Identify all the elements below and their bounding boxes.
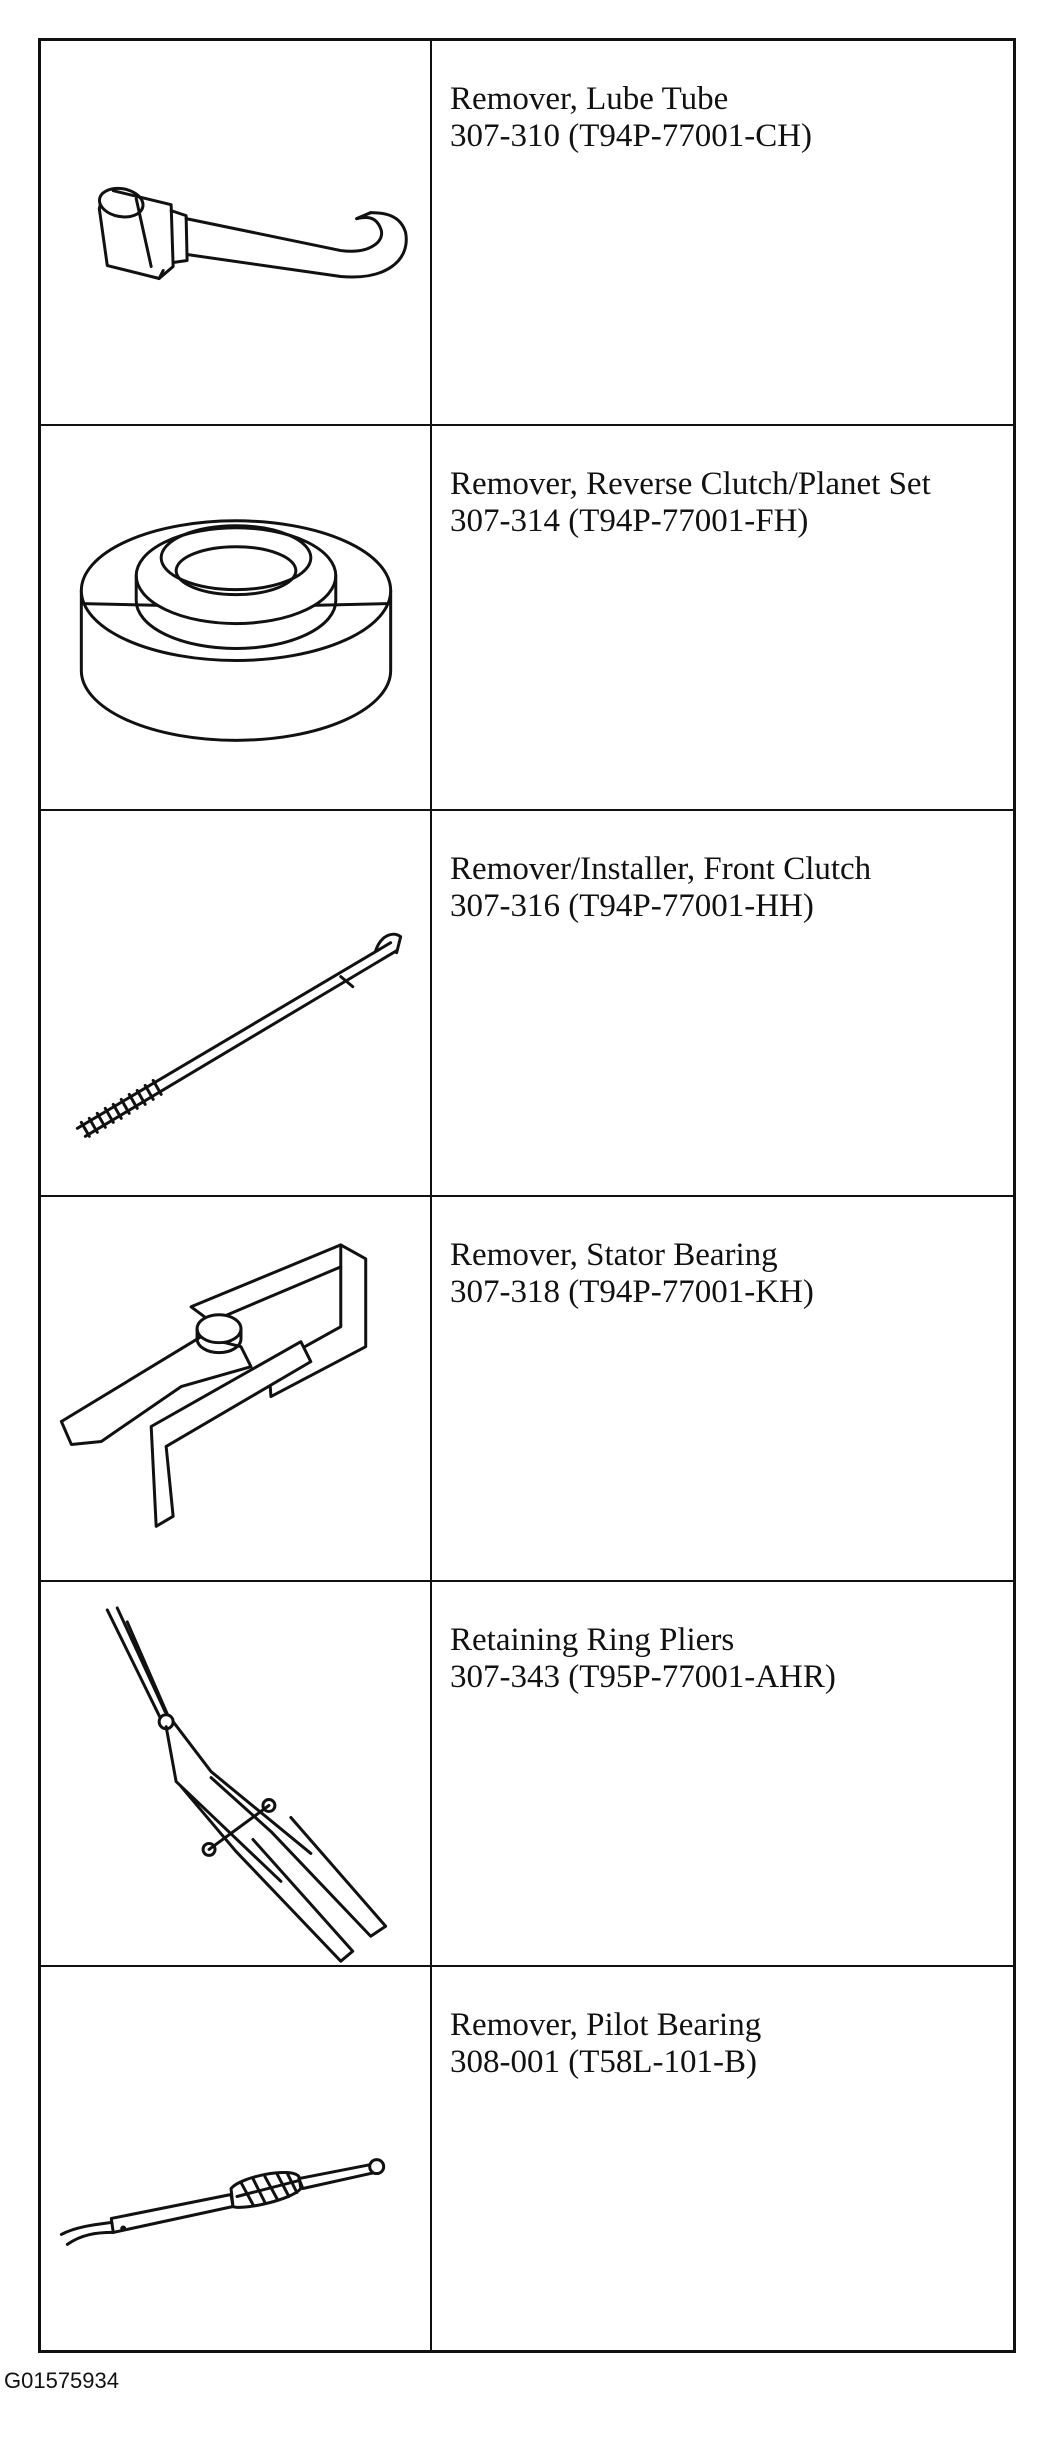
- tool-part-number: 307-314 (T94P-77001-FH): [450, 503, 809, 540]
- special-tools-table: [38, 38, 1016, 2353]
- retaining-ring-pliers-icon: [41, 1582, 430, 1965]
- tool-part-number: 307-343 (T95P-77001-AHR): [450, 1658, 836, 1695]
- tool-illustration-cell: [41, 1582, 432, 1965]
- figure-code: G01575934: [4, 2368, 119, 2393]
- tool-name: Retaining Ring Pliers: [450, 1621, 735, 1658]
- tool-row: [41, 41, 1013, 424]
- reverse-clutch-remover-icon: [41, 426, 430, 809]
- tool-illustration-cell: [41, 1967, 432, 2350]
- tool-description-cell: [432, 1197, 1013, 1580]
- tool-illustration-cell: [41, 1197, 432, 1580]
- tool-name: Remover/Installer, Front Clutch: [450, 851, 872, 888]
- tool-illustration-cell: [41, 41, 432, 424]
- tool-row: [41, 809, 1013, 1194]
- tool-description-cell: [432, 426, 1013, 809]
- tool-description-cell: [432, 1582, 1013, 1965]
- stator-bearing-remover-icon: [41, 1197, 430, 1580]
- tool-row: [41, 1580, 1013, 1965]
- tool-part-number: 307-310 (T94P-77001-CH): [450, 118, 813, 154]
- tool-row: [41, 424, 1013, 809]
- tool-part-number: 307-318 (T94P-77001-KH): [450, 1273, 814, 1310]
- tool-illustration-cell: [41, 811, 432, 1194]
- lube-tube-remover-icon: [41, 41, 430, 424]
- tool-description-cell: [432, 811, 1013, 1194]
- tool-name: Remover, Stator Bearing: [450, 1236, 778, 1273]
- tool-illustration-cell: [41, 426, 432, 809]
- tool-description-cell: [432, 1967, 1013, 2350]
- tool-part-number: 307-316 (T94P-77001-HH): [450, 888, 814, 925]
- tool-part-number: 308-001 (T58L-101-B): [450, 2043, 758, 2080]
- tool-name: Remover, Lube Tube: [450, 81, 729, 117]
- tool-description-cell: [432, 41, 1013, 424]
- tool-row: [41, 1965, 1013, 2350]
- tool-row: [41, 1195, 1013, 1580]
- tool-name: Remover, Reverse Clutch/Planet Set: [450, 466, 931, 503]
- front-clutch-tool-icon: [41, 811, 430, 1194]
- tool-name: Remover, Pilot Bearing: [450, 2006, 762, 2043]
- pilot-bearing-remover-icon: [41, 1967, 430, 2350]
